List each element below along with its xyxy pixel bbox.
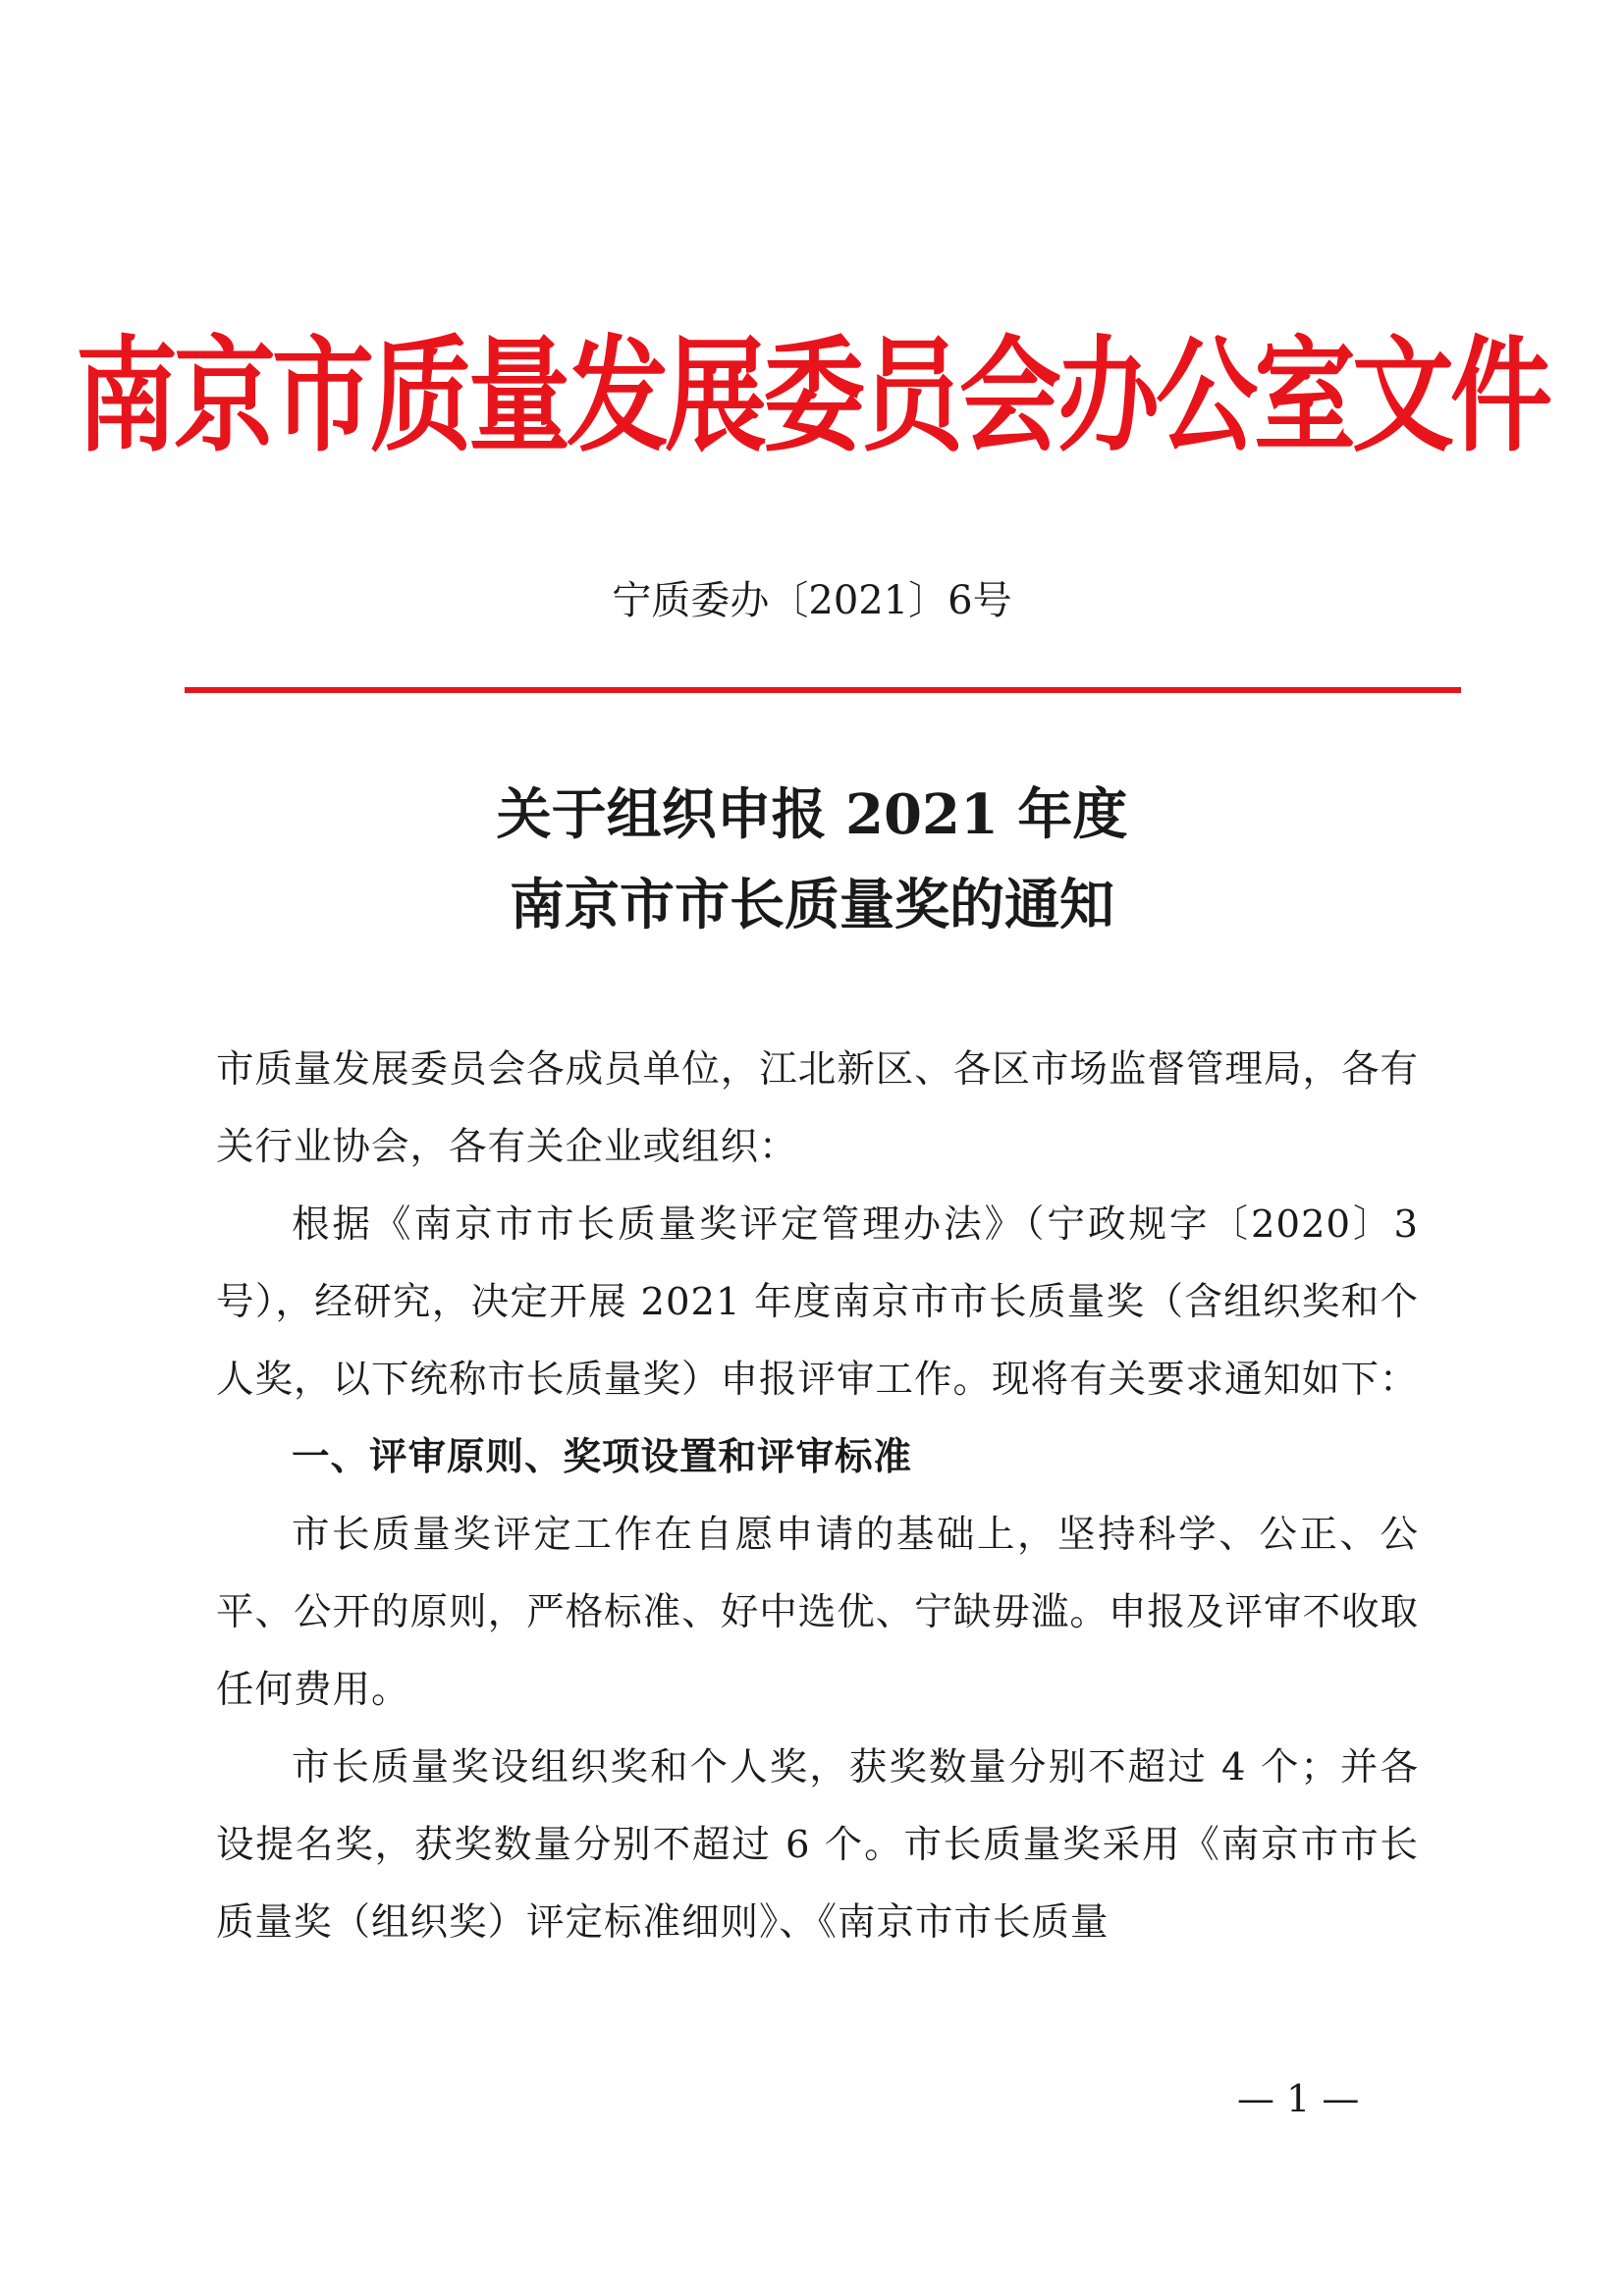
section-heading-1: 一、评审原则、奖项设置和评审标准 (292, 1435, 913, 1479)
addressee-paragraph: 市质量发展委员会各成员单位，江北新区、各区市场监督管理局，各有关行业协会，各有关企业或组织： (216, 1047, 1419, 1169)
red-divider-line (185, 687, 1461, 693)
notice-title-line-2: 南京市市长质量奖的通知 (510, 873, 1114, 937)
issuer-header-title: 南京市质量发展委员会办公室文件 (75, 322, 1548, 469)
intro-paragraph: 根据《南京市市长质量奖评定管理办法》（宁政规字〔2020〕3 号），经研究，决定开展 2021 年度南京市市长质量奖（含组织奖和个人奖，以下统称市长质量奖）申报评审工作。现将有关要求通知如下： (216, 1202, 1419, 1402)
document-number: 宁质委办〔2021〕6号 (612, 578, 1012, 623)
principles-paragraph: 市长质量奖评定工作在自愿申请的基础上，坚持科学、公正、公平、公开的原则，严格标准、好中选优、宁缺毋滥。申报及评审不收取任何费用。 (216, 1513, 1419, 1712)
award-settings-paragraph: 市长质量奖设组织奖和个人奖，获奖数量分别不超过 4 个；并各设提名奖，获奖数量分别不超过 6 个。市长质量奖采用《南京市市长质量奖（组织奖）评定标准细则》、《南京市市长质量 (216, 1745, 1419, 1945)
notice-title-line-1: 关于组织申报 2021 年度 (496, 782, 1128, 847)
page-number: — 1 — (1237, 2077, 1360, 2120)
notice-body (216, 1031, 1419, 1961)
